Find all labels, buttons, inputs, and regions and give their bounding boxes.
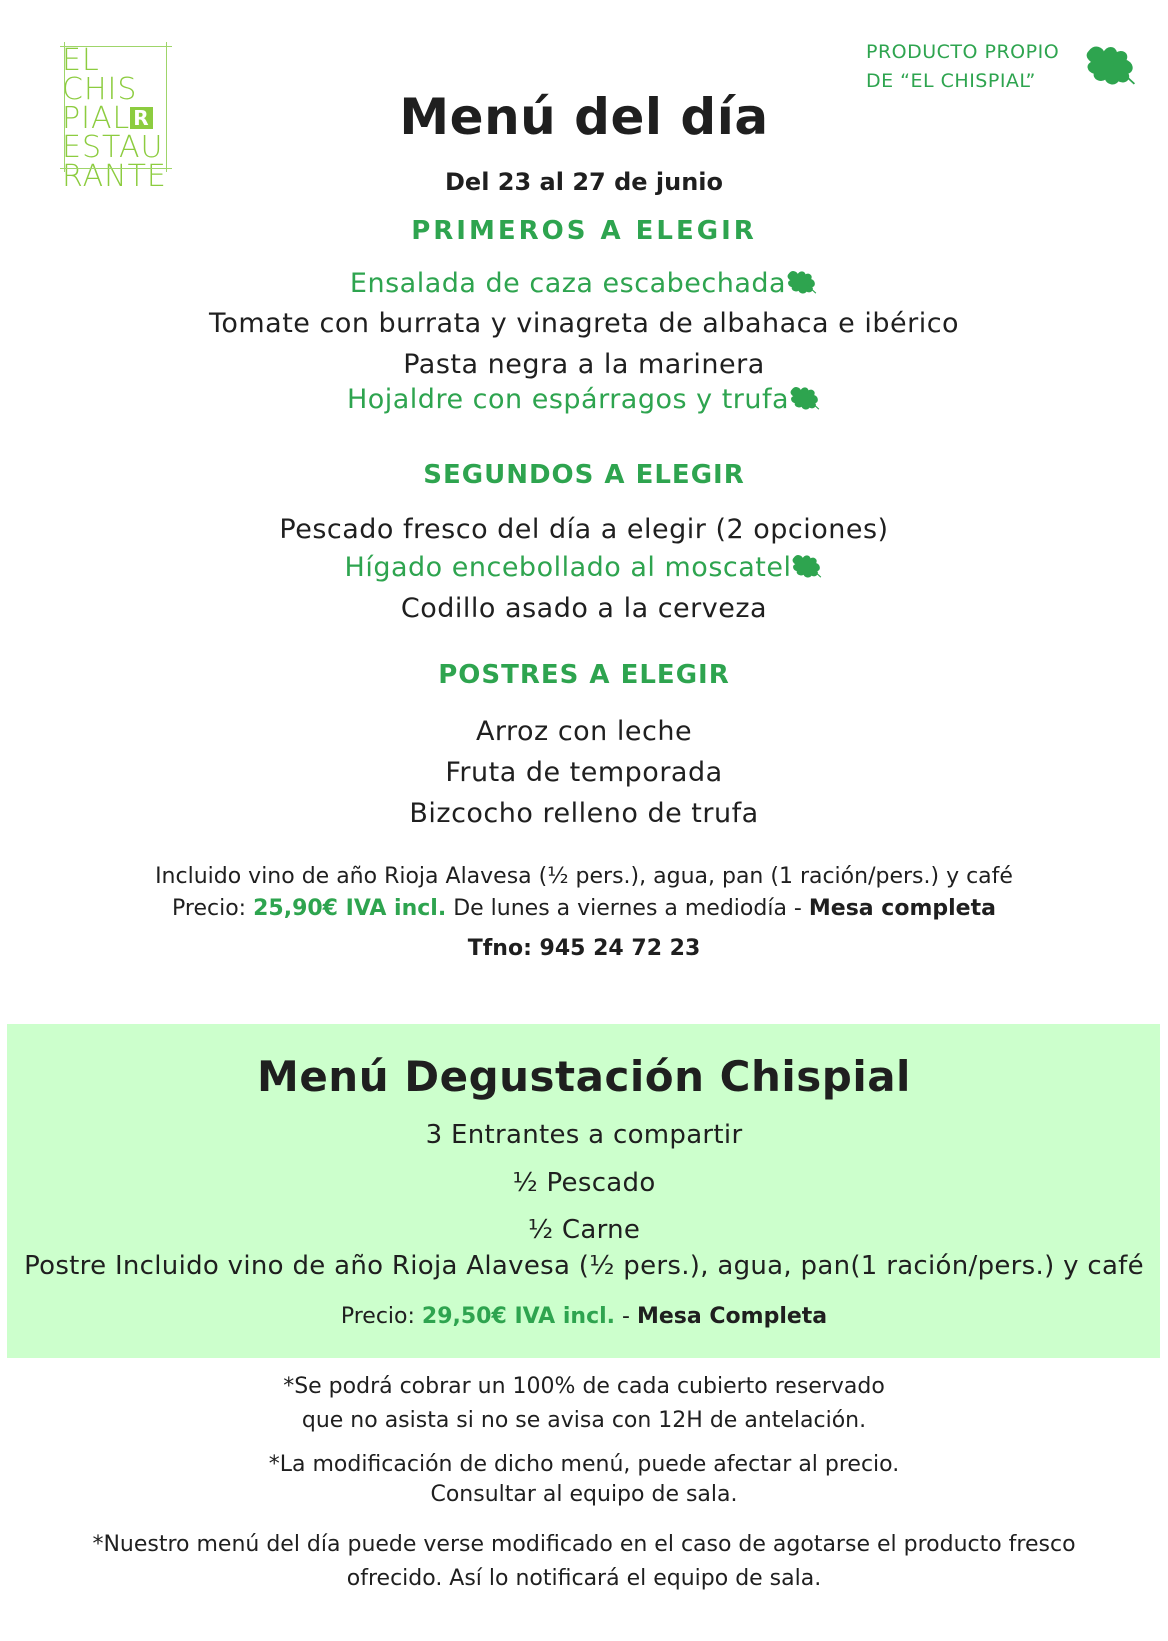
dish-item: Fruta de temporada [445, 757, 723, 788]
note-line: *Se podrá cobrar un 100% de cada cubierto reservado [283, 1374, 885, 1399]
menu-dates: Del 23 al 27 de junio [445, 168, 723, 196]
dish-item: Arroz con leche [475, 716, 693, 747]
logo-line: RANTE [62, 159, 167, 194]
degustacion-line: Postre Incluido vino de año Rioja Alavesa (½ pers.), agua, pan(1 ración/pers.) y café [24, 1251, 1144, 1281]
oak-leaf-icon [789, 384, 821, 412]
price-line [0, 896, 1168, 921]
price-value: 29,50€ IVA incl. [421, 1304, 616, 1329]
oak-leaf-icon [1084, 42, 1138, 88]
dish-label: Hojaldre con espárragos y trufa [346, 384, 790, 415]
dish-item: Pescado fresco del día a elegir (2 opciones) [279, 514, 889, 545]
logo-line: PIAL R [62, 104, 174, 133]
dish-item: Bizcocho relleno de trufa [409, 798, 759, 829]
price-label: Precio: [172, 896, 247, 921]
degustacion-price-line [0, 1304, 1168, 1329]
logo-frame-line [60, 46, 172, 47]
producto-line-1: PRODUCTO PROPIO [866, 41, 1060, 63]
logo-line: EL CHIS [62, 43, 138, 107]
logo-badge: R [130, 107, 152, 129]
price-mesa: Mesa completa [808, 896, 996, 921]
oak-leaf-icon [791, 552, 823, 580]
degustacion-line: ½ Carne [527, 1215, 641, 1245]
price-value: 25,90€ IVA incl. [253, 896, 447, 921]
phone-number: Tfno: 945 24 72 23 [467, 936, 701, 961]
note-line: *Nuestro menú del día puede verse modificado en el caso de agotarse el producto fresco [92, 1532, 1076, 1557]
dish-label: Ensalada de caza escabechada [349, 268, 787, 299]
included-text: Incluido vino de año Rioja Alavesa (½ pers.), agua, pan (1 ración/pers.) y café [155, 864, 1013, 889]
note-fresh-product [0, 1528, 1168, 1596]
dish-item [0, 552, 1168, 583]
note-line: ofrecido. Así lo notificará el equipo de sala. [346, 1566, 822, 1591]
degustacion-line: ½ Pescado [512, 1168, 656, 1198]
degustacion-line: 3 Entrantes a compartir [425, 1120, 743, 1150]
degustacion-title: Menú Degustación Chispial [257, 1052, 911, 1101]
dish-item [0, 384, 1168, 415]
dish-item: Codillo asado a la cerveza [400, 593, 768, 624]
note-modification [0, 1450, 1168, 1510]
price-separator: - [622, 1304, 630, 1329]
producto-line-2: DE “EL CHISPIAL” [866, 70, 1036, 92]
dish-item: Tomate con burrata y vinagreta de albahaca e ibérico [208, 308, 960, 339]
note-line: que no asista si no se avisa con 12H de antelación. [301, 1408, 867, 1433]
logo-line: ESTAU [62, 130, 164, 165]
price-mesa: Mesa Completa [636, 1304, 828, 1329]
price-conditions: De lunes a viernes a mediodía - [453, 896, 802, 921]
note-line: Consultar al equipo de sala. [430, 1482, 738, 1507]
oak-leaf-icon [786, 268, 818, 296]
dish-item: Pasta negra a la marinera [403, 349, 765, 380]
menu-title: Menú del día [399, 88, 769, 146]
dish-item [0, 268, 1168, 299]
price-label: Precio: [340, 1304, 415, 1329]
postres-heading: POSTRES A ELEGIR [438, 660, 730, 690]
segundos-heading: SEGUNDOS A ELEGIR [423, 460, 745, 490]
dish-label: Hígado encebollado al moscatel [344, 552, 792, 583]
primeros-heading: PRIMEROS A ELEGIR [411, 216, 757, 246]
note-line: *La modificación de dicho menú, puede afectar al precio. [268, 1452, 900, 1477]
note-cancellation [0, 1370, 1168, 1438]
